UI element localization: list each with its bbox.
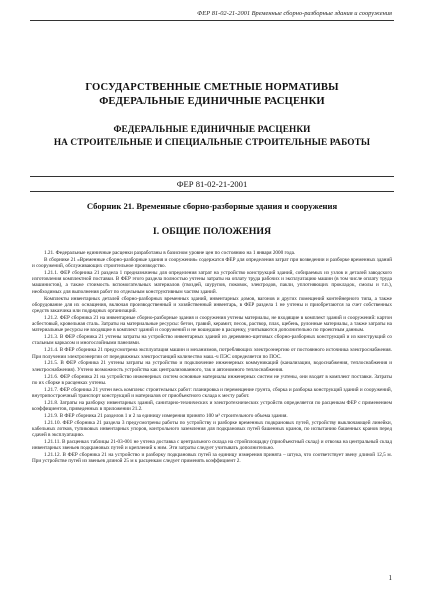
paragraph: 1.21.5. В ФЕР сборника 21 учтены затраты на устройство и подключение инженерных коммуникаций (канализации, водоснабжения, теплоснабжения и электроснабжения). Учтено возможность устройства как централизованного, так и автономного теплоснабжения.: [32, 360, 392, 373]
paragraph: 1.21.4. В ФЕР сборника 21 предусмотрена эксплуатация машин и механизмов, потребляющих электроэнергию от постоянного источника электроснабжения. При получении электроэнергии от передвижных электростанций количество маш.-ч ПЭС определяется по ПОС.: [32, 347, 392, 360]
paragraph: 1.21.7. ФЕР сборника 21 учтен весь комплекс строительных работ: планировка и перемещение грунта, сборка и разборка конструкций зданий и сооружений, внутрипостроечный транспорт конструкций и материалов от приобъектного склада к месту работ.: [32, 386, 392, 399]
body-text: [32, 250, 392, 465]
page-number: 1: [388, 574, 392, 582]
paragraph: 1.21.12. В ФЕР сборника 21 на устройство и разборку подкрановых путей за единицу измерения принята – штука, что соответствует звену длиной 12,5 м. При устройстве путей из звеньев длиной 25 м к расценкам следует применять коэффициент 2.: [32, 452, 392, 465]
paragraph: 1.21.2. ФЕР сборника 21 на инвентарные сборно-разборные здания и сооружения учтены материалы, не входящие в комплект зданий и сооружений: картон асбестовый, кровельная сталь. Затраты на материальные ресурсы: бетон, гравий, керамит, песок, раствор, плах, щебень, рулонные материалы, а также затраты на материальные ресурсы не входящие в комплект зданий и сооружений и не вошедшие в расценку, учитываются дополнительно по проектным данным.: [32, 314, 392, 334]
main-title-line-2: ФЕДЕРАЛЬНЫЕ ЕДИНИЧНЫЕ РАСЦЕНКИ: [99, 96, 325, 107]
paragraph: В сборнике 21 «Временные сборно-разборные здания и сооружения» содержатся ФЕР для определения затрат при возведении и разборке временных зданий и сооружений, обслуживающих строительное производство.: [32, 256, 392, 270]
paragraph: 1.21.1. ФЕР сборника 21 раздела 1 предназначены для определения затрат на устройство конструкций зданий, собираемых из узлов и деталей заводского изготовления комплектной поставки. В ФЕР этого раздела полностью учтены затраты на оплату труда рабочих и эксплуатацию машин (в том числе оплату труда машинистов), а также стоимость вспомогательных материалов (гвоздей, шурупов, поковок, электродов, пакли, уплотняющих прокладок, смолы и т.п.), необходимых для выполнения работ по отдельным конструктивным частям зданий.: [32, 269, 392, 295]
collection-title: Сборник 21. Временные сборно-разборные здания и сооружения: [86, 201, 338, 211]
paragraph: 1.21.6. ФЕР сборника 21 на устройство инженерных систем основные материалы инженерных систем не учтены, они входят в комплект поставки. Затраты по их сборке в расценках учтены.: [32, 373, 392, 386]
subtitle: [30, 124, 394, 149]
header-rule: [30, 20, 394, 21]
document-code: ФЕР 81-02-21-2001: [30, 176, 394, 192]
paragraph: Комплекты инвентарных деталей сборно-разборных временных зданий, инвентарных домов, вагонов и других помещений контейнерного типа, а также оборудование для их оснащения, включая производственный и хозяйственный инвентарь, в ФЕР раздела 1 не учтены и приобретаются за счет собственных средств заказчика или подрядных организаций.: [32, 295, 392, 315]
main-title: [30, 81, 394, 109]
subtitle-line-1: ФЕДЕРАЛЬНЫЕ ЕДИНИЧНЫЕ РАСЦЕНКИ: [113, 125, 311, 135]
paragraph: 1.21.8. Затраты на разборку инвентарных зданий, санитарно-технических и электротехнических устройств определяется по расценкам ФЕР с применением коэффициентов, приведенных в приложении 21.2.: [32, 399, 392, 412]
section-title: I. ОБЩИЕ ПОЛОЖЕНИЯ: [152, 226, 272, 237]
running-header: ФЕР 81-02-21-2001 Временные сборно-разборные здания и сооружения: [197, 10, 392, 17]
main-title-line-1: ГОСУДАРСТВЕННЫЕ СМЕТНЫЕ НОРМАТИВЫ: [85, 82, 339, 93]
paragraph: 1.21.11. В расценках таблицы 21-03-001 не учтена доставка с центрального склада на стройплощадку (приобъектный склад) и отвозка на центральный склад инвентарных звеньев подкрановых путей и креплений к ним. Эти затраты следует учитывать дополнительно.: [32, 438, 392, 452]
subtitle-line-2: НА СТРОИТЕЛЬНЫЕ И СПЕЦИАЛЬНЫЕ СТРОИТЕЛЬНЫЕ РАБОТЫ: [53, 137, 371, 148]
paragraph: 1.21.10. ФЕР сборника 21 раздела 3 предусмотрены работы по устройству и разборке временных подкрановых путей, устройству выключающей линейки, кабельных лотков, тупиковых инвентарных упоров, контрольного заземления для подкрановых путей башенных кранов, по испытанию башенных кранов перед сдачей в эксплуатацию.: [32, 419, 392, 439]
paragraph: 1.21. Федеральные единичные расценки разработаны в базисном уровне цен по состоянию на 1 января 2000 года.: [44, 250, 296, 256]
paragraph: 1.21.9. В ФЕР сборника 21 разделов 1 и 2 за единицу измерения принято 100 м³ строительного объема здания.: [44, 412, 288, 419]
paragraph: 1.21.3. В ФЕР сборника 21 учтены затраты на устройство инвентарных зданий из деревянно-щитовых сборно-разборных конструкций и из конструкций со стальным каркасом и многослойными панелями.: [32, 334, 392, 347]
